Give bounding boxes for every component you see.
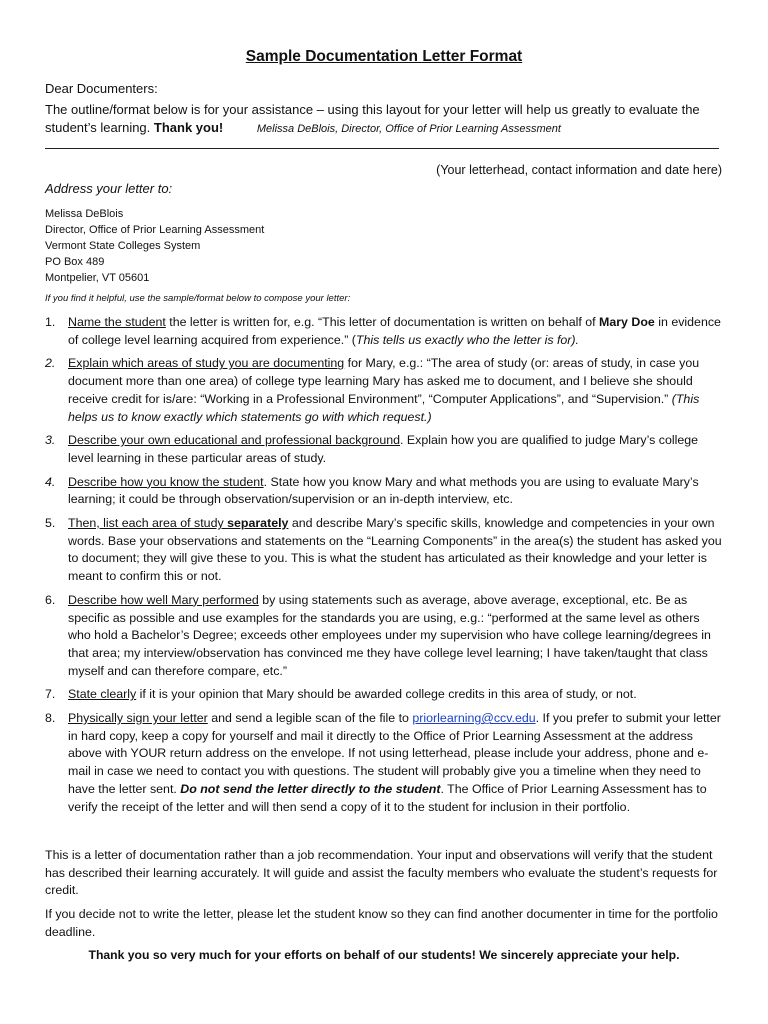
item-number: 8. [45, 711, 56, 726]
item-text: and send a legible scan of the file to [207, 711, 413, 726]
item-lead: Physically sign your letter [68, 711, 208, 726]
item-text: if it is your opinion that Mary should be awarded college credits in this area of study, or not. [136, 687, 637, 702]
item-text: for Mary, e.g.: “The area of study (or: areas of study, in case you document more than one area) of college type learning Mary has asked me to document, and I believe she should receive credit for is/are: “Working in a Professional Environment”, “Computer Applications”, and “Supervision.” [68, 356, 700, 406]
item-number: 7. [45, 687, 56, 702]
item-text: by using statements such as average, above average, exceptional, etc. Be as specific as possible and use examples for the standards you are using, e.g.: “performed at the same level as others who hold a Bachelor’s Degree; exceeds other employees under my supervision who have college learning/degrees in that area; my interview/observation has convinced me they have college level learning; I have taken/taught that class myself and can therefore compare, etc.” [68, 592, 711, 678]
intro-signature: Melissa DeBlois, Director, Office of Prior Learning Assessment [256, 123, 561, 135]
item-lead: State clearly [68, 687, 137, 702]
item-lead: Describe how you know the student [68, 474, 264, 489]
item-text: . The Office of Prior Learning Assessment has to verify the receipt of the letter and will then send a copy of it to the student for inclusion in their portfolio. [68, 781, 707, 814]
list-item-8 [45, 710, 725, 816]
letterhead-note: (Your letterhead, contact information and date here) [436, 163, 722, 177]
item-lead-bold: separately [227, 516, 289, 531]
mailing-address [45, 206, 264, 286]
item-number: 5. [45, 516, 56, 531]
email-link[interactable]: priorlearning@ccv.edu [412, 711, 536, 726]
item-note: This tells us exactly who the letter is for). [355, 332, 580, 347]
address-line: Montpelier, VT 05601 [45, 272, 150, 284]
intro-thanks: Thank you! [153, 120, 224, 135]
item-lead: Explain which areas of study you are documenting [68, 356, 345, 371]
list-item-4 [45, 474, 725, 509]
item-lead-text: Then, list each area of study [68, 516, 228, 531]
address-line: Director, Office of Prior Learning Assessment [45, 224, 265, 236]
closing-line: Thank you so very much for your efforts on behalf of our students! We sincerely appreciate your help. [88, 948, 680, 962]
divider-line [45, 148, 719, 149]
item-number: 3. [45, 433, 56, 448]
item-lead [68, 516, 288, 530]
salutation: Dear Documenters: [45, 81, 158, 96]
item-warning: Do not send the letter directly to the student [180, 781, 441, 796]
item-lead: Name the student [68, 315, 166, 329]
address-label: Address your letter to: [45, 181, 173, 196]
item-text: and describe Mary’s specific skills, knowledge and competencies in your own words. Base your observations and statements on the “Learning Components” in the area(s) the student has asked you to document; they will give these to you. This is what the student has articulated as their knowledge and your letter is meant to confirm this or not. [68, 516, 722, 584]
item-text: . If you prefer to submit your letter in hard copy, keep a copy for yourself and mail it directly to the Office of Prior Learning Assessment at the address above with YOUR return address on the envelope. If not using letterhead, please include your address, phone and e-mail in case we need to contact you with questions. The student will probably give you a timeline when they need to have the letter sent. [68, 711, 721, 796]
item-lead: Describe how well Mary performed [68, 592, 259, 607]
list-item-3 [45, 432, 725, 467]
item-text: . State how you know Mary and what methods you are using to evaluate Mary’s learning; it could be through observation/supervision or an in-depth interview, etc. [68, 474, 699, 507]
documentation-paragraph: This is a letter of documentation rather than a job recommendation. Your input and observations will verify that the student has described their learning accurately. It will guide and assist the faculty members who evaluate the student’s requests for credit. [45, 848, 718, 898]
item-text: the letter is written for, e.g. “This letter of documentation is written on behalf of [165, 315, 600, 329]
address-line: Melissa DeBlois [45, 208, 124, 220]
item-lead: Describe your own educational and professional background [68, 433, 401, 448]
item-text: in evidence of college level learning acquired from experience.” ( [68, 315, 721, 347]
item-text: . Explain how you are qualified to judge Mary’s college level learning in these particular areas of study. [68, 433, 699, 465]
list-item-6 [45, 592, 725, 681]
list-item-5 [45, 515, 725, 586]
intro-paragraph [45, 101, 735, 138]
format-hint: If you find it helpful, use the sample/format below to compose your letter: [45, 293, 351, 304]
address-line: Vermont State Colleges System [45, 240, 201, 252]
page-title: Sample Documentation Letter Format [245, 48, 523, 65]
intro-text: The outline/format below is for your assistance – using this layout for your letter will help us greatly to evaluate the student’s learning. [45, 102, 700, 135]
item-number: 4. [45, 474, 56, 489]
item-number: 2. [45, 356, 56, 371]
list-item-7 [45, 686, 725, 704]
instructions-list [45, 314, 725, 822]
list-item-2 [45, 355, 725, 426]
deadline-paragraph: If you decide not to write the letter, please let the student know so they can find another documenter in time for the portfolio deadline. [45, 907, 718, 939]
item-number: 1. [45, 315, 56, 329]
address-line: PO Box 489 [45, 256, 105, 268]
student-name: Mary Doe [599, 315, 655, 329]
item-number: 6. [45, 592, 56, 607]
item-note: (This helps us to know exactly which statements go with which request.) [68, 391, 700, 424]
list-item-1 [45, 314, 725, 349]
